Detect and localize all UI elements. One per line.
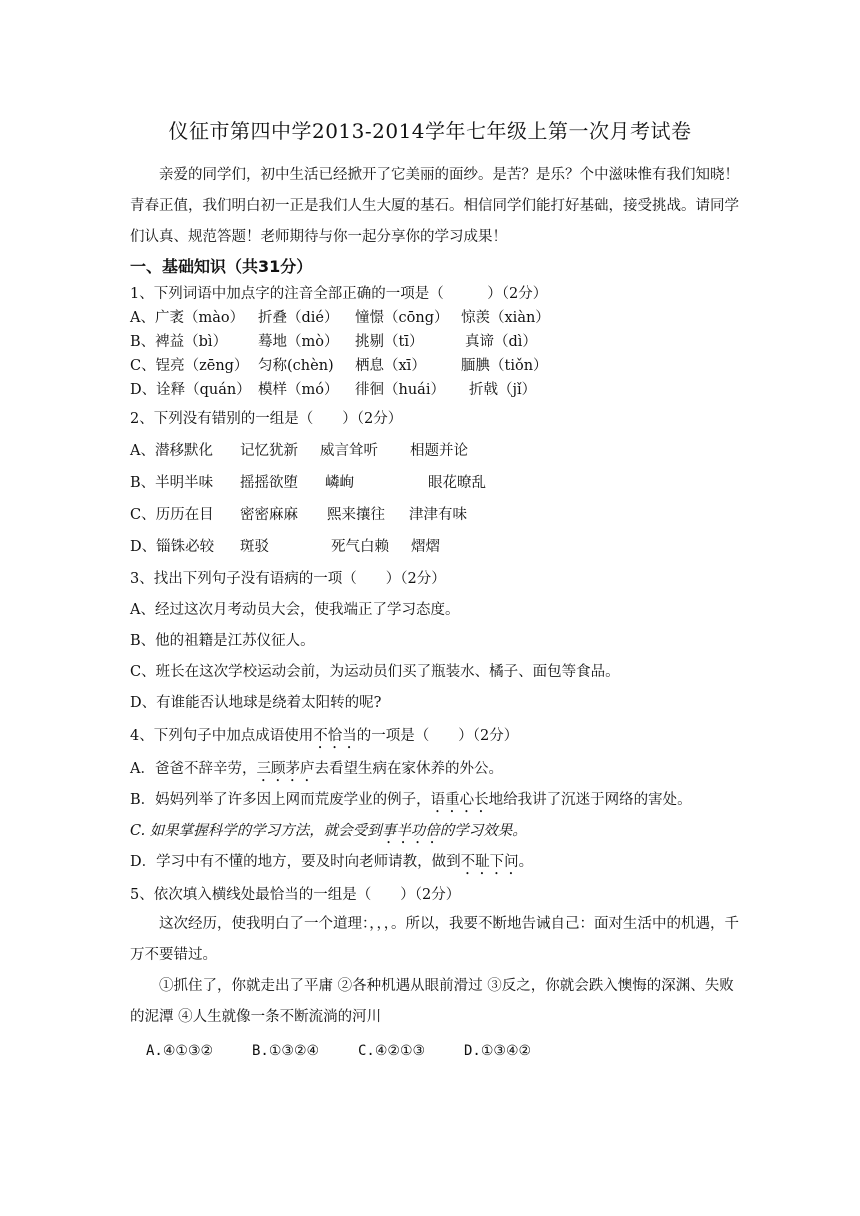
q1-c-1: C、锃亮（zēng） xyxy=(130,358,249,374)
page-title: 仪征市第四中学2013-2014学年七年级上第一次月考试卷 xyxy=(168,119,692,143)
q1-c-3: 栖息（xī） xyxy=(355,358,426,374)
q2-a-4: 相题并论 xyxy=(410,443,468,459)
q4-b-pre: B．妈妈列举了许多因上网而荒废学业的例子， xyxy=(130,792,431,808)
q4-option-a xyxy=(130,757,503,785)
q1-c-4: 腼腆（tiǒn） xyxy=(461,358,548,374)
q3-option-d: D、有谁能否认地球是绕着太阳转的呢? xyxy=(130,695,382,711)
q1-option-d xyxy=(130,378,536,399)
question-4-stem xyxy=(130,724,518,752)
q1-option-c xyxy=(130,354,548,375)
q1-b-1: B、裨益（bì） xyxy=(130,334,228,350)
q5-answer-a: A.④①③② xyxy=(146,1043,214,1059)
q2-b-3: 嶙峋 xyxy=(325,475,354,491)
q4-stem-post: 的一项是（ ）（2分） xyxy=(356,728,519,744)
q5-answer-c: C.④②①③ xyxy=(358,1043,426,1059)
q5-sentence-choices: ①抓住了，你就走出了平庸 ②各种机遇从眼前滑过 ③反之，你就会跌入懊悔的深渊、失败的泥潭 ④人生就像一条不断流淌的河川 xyxy=(130,978,734,1025)
q4-stem-dotted: 不恰当 xyxy=(313,728,357,744)
q4-option-c xyxy=(130,819,527,847)
q4-d-post: 。 xyxy=(518,854,534,870)
q2-b-4: 眼花暸乱 xyxy=(428,475,486,491)
q2-option-b xyxy=(130,471,486,492)
q2-b-1: B、半明半味 xyxy=(130,475,214,491)
q4-a-idiom: 三顾茅庐 xyxy=(256,761,315,777)
q1-d-1: D、诠释（quán） xyxy=(130,382,251,398)
q4-a-post: 去看望生病在家休养的外公。 xyxy=(314,761,503,777)
q1-d-4: 折戟（jǐ） xyxy=(469,382,537,398)
question-2-stem: 2、下列没有错别的一组是（ ）（2分） xyxy=(130,411,403,427)
q3-option-b: B、他的祖籍是江苏仪征人。 xyxy=(130,633,315,649)
q3-option-a: A、经过这次月考动员大会，使我端正了学习态度。 xyxy=(130,602,460,618)
q2-c-1: C、历历在目 xyxy=(130,507,214,523)
q5-answer-options xyxy=(146,1043,531,1059)
q4-c-post: 的学习效果。 xyxy=(439,823,527,839)
q2-c-4: 津津有味 xyxy=(409,507,467,523)
q2-option-d xyxy=(130,535,440,556)
q1-option-a xyxy=(130,306,550,327)
intro-paragraph: 亲爱的同学们，初中生活已经掀开了它美丽的面纱。是苦？是乐？个中滋味惟有我们知晓！青春正值，我们明白初一正是我们人生大厦的基石。相信同学们能打好基础，接受挑战。请同学们认真、规范答题！老师期待与你一起分享你的学习成果！ xyxy=(130,167,739,245)
section-heading: 一、基础知识（共31分） xyxy=(130,257,313,276)
q2-d-1: D、锱铢必较 xyxy=(130,539,215,555)
question-5-stem: 5、依次填入横线处最恰当的一组是（ ）（2分） xyxy=(130,887,461,903)
q4-a-pre: A．爸爸不辞辛劳， xyxy=(130,761,257,777)
q4-option-d xyxy=(130,850,533,878)
q4-d-idiom: 不耻下问 xyxy=(460,854,519,870)
q4-c-idiom: 事半功倍 xyxy=(381,823,440,839)
q5-passage: 这次经历，使我明白了一个道理：，，，。所以，我要不断地告诫自己：面对生活中的机遇，千万不要错过。 xyxy=(130,916,739,963)
q2-d-4: 熠熠 xyxy=(411,539,440,555)
q2-option-c xyxy=(130,503,467,524)
q1-a-4: 惊羡（xiàn） xyxy=(461,310,550,326)
q2-a-2: 记忆犹新 xyxy=(240,443,298,459)
q2-d-2: 斑驳 xyxy=(240,539,269,555)
q4-b-post: 地给我讲了沉迷于网络的害处。 xyxy=(488,792,692,808)
q4-b-idiom: 语重心长 xyxy=(430,792,489,808)
q4-d-pre: D．学习中有不懂的地方，要及时向老师请教，做到 xyxy=(130,854,461,870)
q5-answer-b: B.①③②④ xyxy=(252,1043,320,1059)
q1-b-2: 蓦地（mò） xyxy=(258,334,339,350)
q1-a-2: 折叠（dié） xyxy=(258,310,339,326)
q1-b-4: 真谛（dì） xyxy=(465,334,537,350)
q2-a-3: 威言耸听 xyxy=(320,443,378,459)
q2-d-3: 死气白赖 xyxy=(331,539,389,555)
q1-d-3: 徘徊（huái） xyxy=(355,382,445,398)
q2-c-2: 密密麻麻 xyxy=(240,507,298,523)
q2-c-3: 熙来攘往 xyxy=(327,507,385,523)
q1-a-1: A、广袤（mào） xyxy=(130,310,245,326)
q1-b-3: 挑剔（tī） xyxy=(355,334,424,350)
q4-option-b xyxy=(130,788,692,816)
q2-a-1: A、潜移默化 xyxy=(130,443,213,459)
q3-option-c: C、班长在这次学校运动会前，为运动员们买了瓶装水、橘子、面包等食品。 xyxy=(130,664,620,680)
q1-c-2: 匀称(chèn) xyxy=(258,358,334,374)
q2-option-a xyxy=(130,439,468,460)
q1-a-3: 憧憬（cōng） xyxy=(355,310,449,326)
question-3-stem: 3、找出下列句子没有语病的一项（ ）（2分） xyxy=(130,571,446,587)
q2-b-2: 摇摇欲堕 xyxy=(240,475,298,491)
q1-d-2: 模样（mó） xyxy=(258,382,339,398)
q5-answer-d: D.①③④② xyxy=(464,1043,532,1059)
q4-stem-pre: 4、下列句子中加点成语使用 xyxy=(130,728,314,744)
q4-c-pre: C. 如果掌握科学的学习方法，就会受到 xyxy=(130,823,382,839)
q1-option-b xyxy=(130,330,537,351)
question-1-stem: 1、下列词语中加点字的注音全部正确的一项是（ ）（2分） xyxy=(130,286,548,302)
